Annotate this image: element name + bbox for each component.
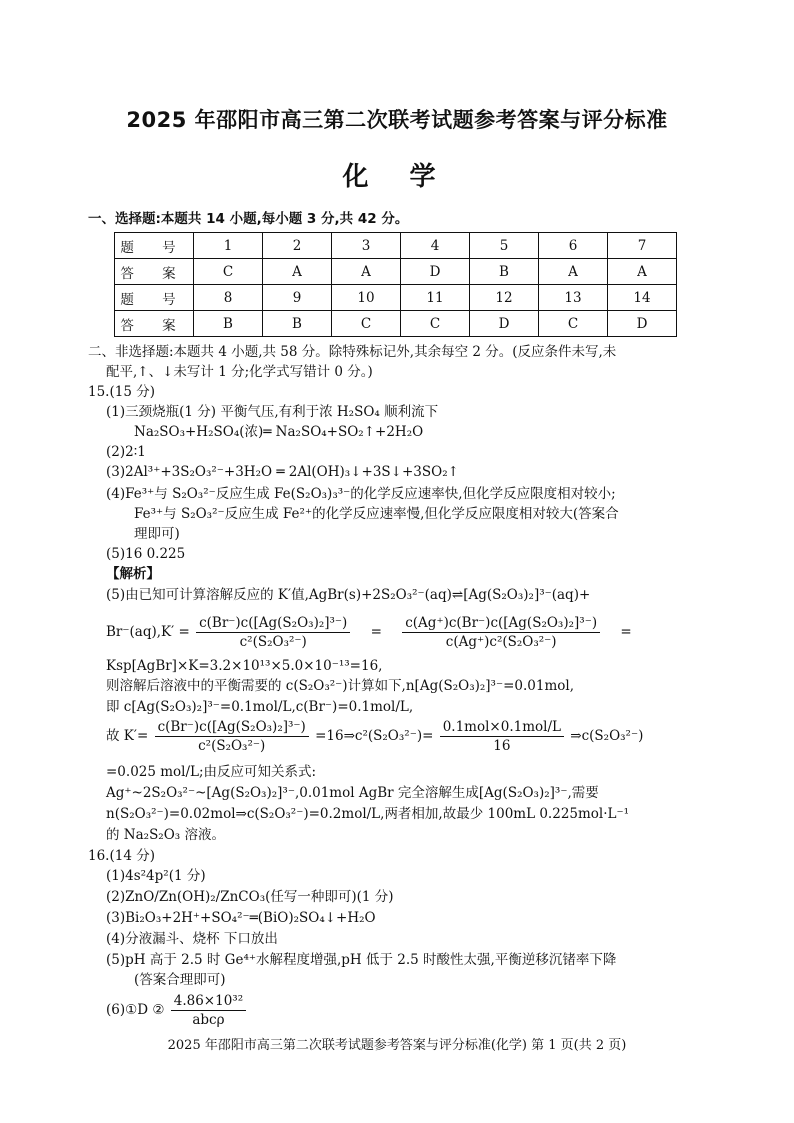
analysis-line: (5)由已知可计算溶解反应的 K′值,AgBr(s)+2S₂O₃²⁻(aq)⇌[Ag(S₂O₃)₂]³⁻(aq)+: [106, 587, 591, 603]
question-number: 8: [194, 285, 263, 311]
answer-line: 理即可): [134, 526, 180, 542]
answer-line: (5)16 0.225: [106, 546, 186, 562]
table-row: [115, 259, 677, 285]
answer-line: (3)2Al³⁺+3S₂O₃²⁻+3H₂O ═ 2Al(OH)₃↓+3S↓+3SO₂↑: [106, 464, 459, 480]
equals-sign: =: [620, 624, 632, 640]
answer-label: 答 案: [115, 259, 194, 285]
answer-line: (2)ZnO/Zn(OH)₂/ZnCO₃(任写一种即可)(1 分): [106, 889, 394, 905]
answer-cell: D: [401, 259, 470, 285]
fraction-denominator: c²(S₂O₃²⁻): [239, 634, 307, 650]
fraction: [171, 992, 246, 1029]
answer-cell: A: [539, 259, 608, 285]
fraction-numerator: c(Br⁻)c([Ag(S₂O₃)₂]³⁻): [155, 718, 309, 737]
question-number: 12: [470, 285, 539, 311]
question-16-heading: 16.(14 分): [88, 848, 155, 864]
fraction-denominator: c²(S₂O₃²⁻): [198, 738, 266, 754]
question-label: 题 号: [115, 233, 194, 259]
analysis-line: =0.025 mol/L;由反应可知关系式:: [106, 764, 317, 780]
answer-line: (5)pH 高于 2.5 时 Ge⁴⁺水解程度增强,pH 低于 2.5 时酸性太强,平衡逆移沉锗率下降: [106, 952, 617, 968]
section-2-note: 配平,↑、↓未写计 1 分;化学式写错计 0 分。): [106, 364, 373, 380]
fraction: [155, 718, 309, 755]
analysis-line: n(S₂O₃²⁻)=0.02mol⇒c(S₂O₃²⁻)=0.2mol/L,两者相加,故最少 100mL 0.225mol·L⁻¹: [106, 806, 630, 822]
analysis-formula-line: [106, 716, 643, 756]
question-number: 10: [332, 285, 401, 311]
fraction-denominator: abcρ: [192, 1012, 225, 1028]
answer-line: (4)Fe³⁺与 S₂O₃²⁻反应生成 Fe(S₂O₃)₃³⁻的化学反应速率快,但化学反应限度相对较小;: [106, 486, 616, 502]
answer-formula-line: [106, 990, 248, 1030]
fraction-numerator: c(Br⁻)c([Ag(S₂O₃)₂]³⁻): [196, 614, 350, 633]
page-title: 2025 年邵阳市高三第二次联考试题参考答案与评分标准: [126, 108, 668, 132]
answer-table: [114, 232, 677, 337]
question-number: 13: [539, 285, 608, 311]
fraction: [440, 718, 564, 755]
analysis-formula-line: [106, 612, 632, 652]
question-label: 题 号: [115, 285, 194, 311]
answer-cell: C: [332, 311, 401, 337]
formula-text: Br⁻(aq),K′ =: [106, 624, 190, 640]
formula-text: ⇒c(S₂O₃²⁻): [570, 728, 644, 744]
answer-cell: C: [194, 259, 263, 285]
answer-line: Fe³⁺与 S₂O₃²⁻反应生成 Fe²⁺的化学反应速率慢,但化学反应限度相对较大(答案合: [134, 506, 619, 522]
question-number: 6: [539, 233, 608, 259]
table-row: [115, 285, 677, 311]
question-number: 1: [194, 233, 263, 259]
analysis-line: Ag⁺~2S₂O₃²⁻~[Ag(S₂O₃)₂]³⁻,0.01mol AgBr 完全溶解生成[Ag(S₂O₃)₂]³⁻,需要: [106, 785, 599, 801]
section-1-heading: 一、选择题:本题共 14 小题,每小题 3 分,共 42 分。: [88, 211, 409, 227]
fraction-numerator: 4.86×10³²: [171, 992, 246, 1011]
answer-line: Na₂SO₃+H₂SO₄(浓)═ Na₂SO₄+SO₂↑+2H₂O: [134, 424, 424, 440]
answer-line: (1)4s²4p²(1 分): [106, 868, 206, 884]
analysis-line: 则溶解后溶液中的平衡需要的 c(S₂O₃²⁻)计算如下,n[Ag(S₂O₃)₂]³⁻=0.01mol,: [106, 678, 575, 694]
fraction-numerator: 0.1mol×0.1mol/L: [440, 718, 564, 737]
section-2-heading: 二、非选择题:本题共 4 小题,共 58 分。除特殊标记外,其余每空 2 分。(反应条件未写,未: [88, 344, 617, 360]
answer-cell: B: [194, 311, 263, 337]
answer-cell: D: [608, 311, 677, 337]
question-number: 14: [608, 285, 677, 311]
page-footer: 2025 年邵阳市高三第二次联考试题参考答案与评分标准(化学) 第 1 页(共 2 页): [167, 1038, 627, 1053]
answer-cell: A: [263, 259, 332, 285]
fraction: [196, 614, 350, 651]
answer-line: (2)2∶1: [106, 444, 146, 460]
answer-cell: C: [401, 311, 470, 337]
fraction-denominator: 16: [493, 738, 511, 754]
question-15-heading: 15.(15 分): [88, 384, 155, 400]
answer-cell: A: [332, 259, 401, 285]
question-number: 11: [401, 285, 470, 311]
answer-line: (3)Bi₂O₃+2H⁺+SO₄²⁻═(BiO)₂SO₄↓+H₂O: [106, 910, 376, 926]
subject-title: 化 学: [342, 162, 452, 192]
analysis-heading: 【解析】: [106, 566, 160, 582]
answer-cell: D: [470, 311, 539, 337]
answer-line: (1)三颈烧瓶(1 分) 平衡气压,有利于浓 H₂SO₄ 顺利流下: [106, 404, 439, 420]
answer-cell: B: [470, 259, 539, 285]
formula-text: (6)①D ②: [106, 1002, 165, 1018]
answer-label: 答 案: [115, 311, 194, 337]
question-number: 9: [263, 285, 332, 311]
question-number: 2: [263, 233, 332, 259]
table-row: [115, 311, 677, 337]
question-number: 5: [470, 233, 539, 259]
question-number: 4: [401, 233, 470, 259]
answer-cell: B: [263, 311, 332, 337]
fraction-numerator: c(Ag⁺)c(Br⁻)c([Ag(S₂O₃)₂]³⁻): [402, 614, 600, 633]
analysis-line: 即 c[Ag(S₂O₃)₂]³⁻=0.1mol/L,c(Br⁻)=0.1mol/L,: [106, 699, 414, 715]
answer-line: (答案合理即可): [134, 972, 226, 988]
answer-cell: C: [539, 311, 608, 337]
answer-line: (4)分液漏斗、烧杯 下口放出: [106, 931, 278, 947]
question-number: 3: [332, 233, 401, 259]
analysis-line: 的 Na₂S₂O₃ 溶液。: [106, 827, 225, 843]
table-row: [115, 233, 677, 259]
analysis-line: Ksp[AgBr]×K=3.2×10¹³×5.0×10⁻¹³=16,: [106, 658, 383, 674]
formula-text: =16⇒c²(S₂O₃²⁻)=: [315, 728, 434, 744]
question-number: 7: [608, 233, 677, 259]
fraction-denominator: c(Ag⁺)c²(S₂O₃²⁻): [445, 634, 557, 650]
fraction: [402, 614, 600, 651]
equals-sign: =: [370, 624, 382, 640]
answer-cell: A: [608, 259, 677, 285]
formula-text: 故 K′=: [106, 728, 149, 744]
